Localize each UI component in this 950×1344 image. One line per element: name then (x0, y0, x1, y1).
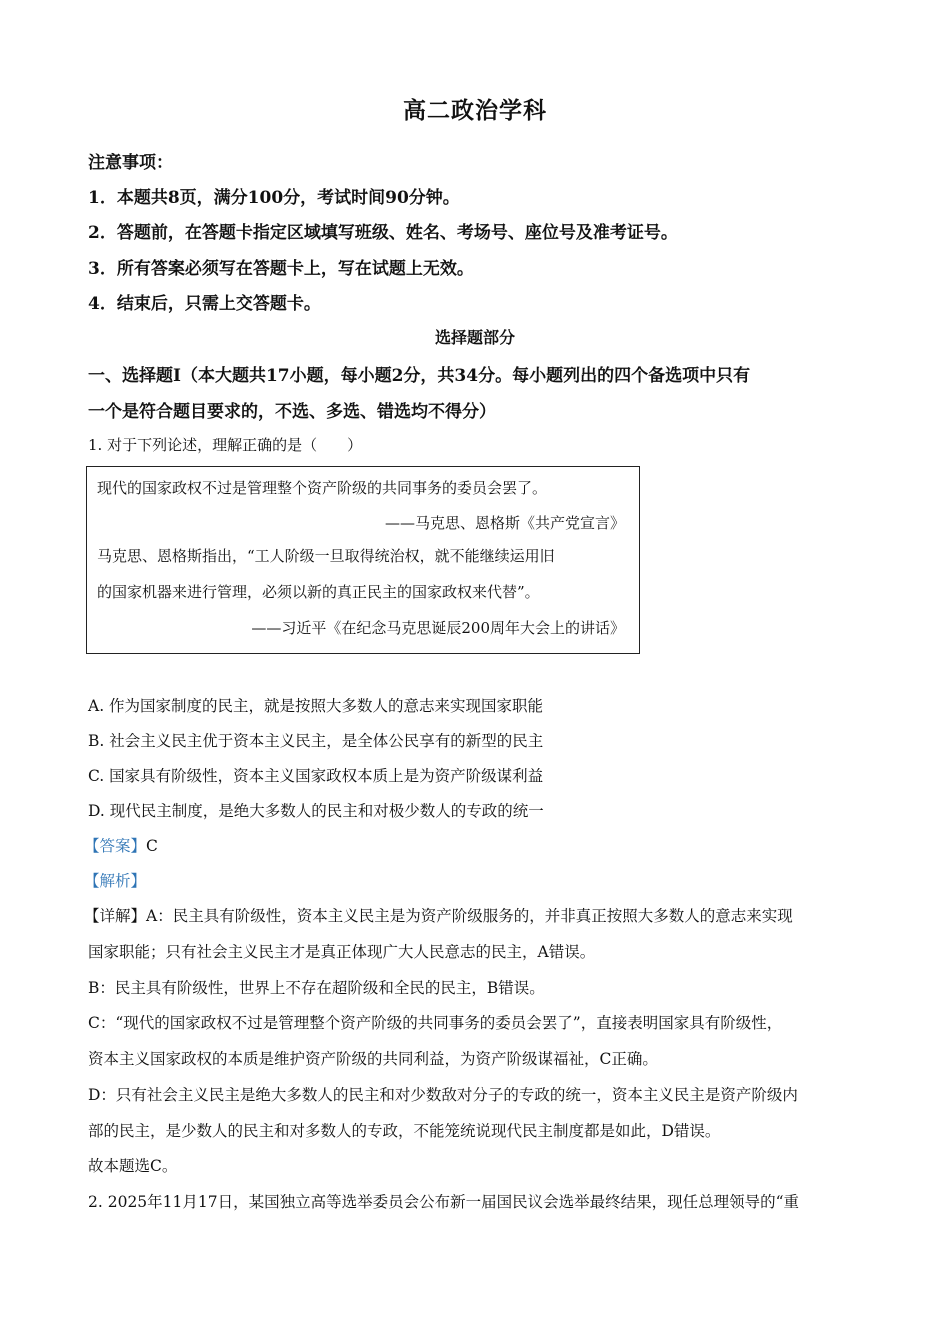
detail-line: 资本主义国家政权的本质是维护资产阶级的共同利益，为资产阶级谋福祉，C正确。 (88, 1050, 658, 1068)
analysis-tag: 【解析】 (84, 872, 147, 890)
page-title: 高二政治学科 (403, 97, 547, 124)
notice-heading: 注意事项： (88, 153, 173, 173)
question-2-stem: 2. 2025年11月17日，某国独立高等选举委员会公布新一届国民议会选举最终结果，现任总理领导的“重 (88, 1193, 800, 1211)
question-1-stem: 1. 对于下列论述，理解正确的是（ ） (88, 436, 363, 454)
answer-line (84, 834, 158, 856)
notice-item: 2．答题前，在答题卡指定区域填写班级、姓名、考场号、座位号及准考证号。 (88, 223, 678, 243)
detail-line: 部的民主，是少数人的民主和对多数人的专政，不能笼统说现代民主制度都是如此，D错误。 (88, 1122, 721, 1140)
quote-box (86, 466, 640, 654)
notice-item: 1．本题共8页，满分100分，考试时间90分钟。 (88, 188, 460, 208)
notice-item: 3．所有答案必须写在答题卡上，写在试题上无效。 (88, 259, 474, 279)
quote-text: 马克思、恩格斯指出，“工人阶级一旦取得统治权，就不能继续运用旧 (97, 547, 555, 565)
quote-source: ——马克思、恩格斯《共产党宣言》 (384, 514, 625, 532)
detail-line: 【详解】A：民主具有阶级性，资本主义民主是为资产阶级服务的，并非真正按照大多数人的意志来实现 (84, 907, 793, 925)
notice-item: 4．结束后，只需上交答题卡。 (88, 294, 321, 314)
answer-value: C (146, 837, 158, 855)
option-a: A. 作为国家制度的民主，就是按照大多数人的意志来实现国家职能 (88, 697, 544, 715)
detail-line: B：民主具有阶级性，世界上不存在超阶级和全民的民主，B错误。 (88, 979, 545, 997)
detail-line: 故本题选C。 (88, 1157, 178, 1175)
part-heading-line2: 一个是符合题目要求的，不选、多选、错选均不得分） (88, 402, 496, 422)
detail-line: 国家职能；只有社会主义民主才是真正体现广大人民意志的民主，A错误。 (88, 943, 596, 961)
part-heading-line1: 一、选择题Ⅰ（本大题共17小题，每小题2分，共34分。每小题列出的四个备选项中只有 (88, 366, 751, 386)
quote-text: 的国家机器来进行管理，必须以新的真正民主的国家政权来代替”。 (97, 583, 540, 601)
quote-text: 现代的国家政权不过是管理整个资产阶级的共同事务的委员会罢了。 (97, 479, 548, 497)
option-c: C. 国家具有阶级性，资本主义国家政权本质上是为资产阶级谋利益 (88, 767, 544, 785)
quote-source: ——习近平《在纪念马克思诞辰200周年大会上的讲话》 (251, 619, 625, 637)
option-d: D. 现代民主制度，是绝大多数人的民主和对极少数人的专政的统一 (88, 802, 544, 820)
section-title: 选择题部分 (434, 328, 515, 347)
option-b: B. 社会主义民主优于资本主义民主，是全体公民享有的新型的民主 (88, 732, 544, 750)
detail-line: D：只有社会主义民主是绝大多数人的民主和对少数敌对分子的专政的统一，资本主义民主是资产阶级内 (88, 1086, 798, 1104)
answer-tag: 【答案】 (84, 837, 147, 855)
detail-line: C：“现代的国家政权不过是管理整个资产阶级的共同事务的委员会罢了”，直接表明国家具有阶级性， (88, 1014, 783, 1032)
